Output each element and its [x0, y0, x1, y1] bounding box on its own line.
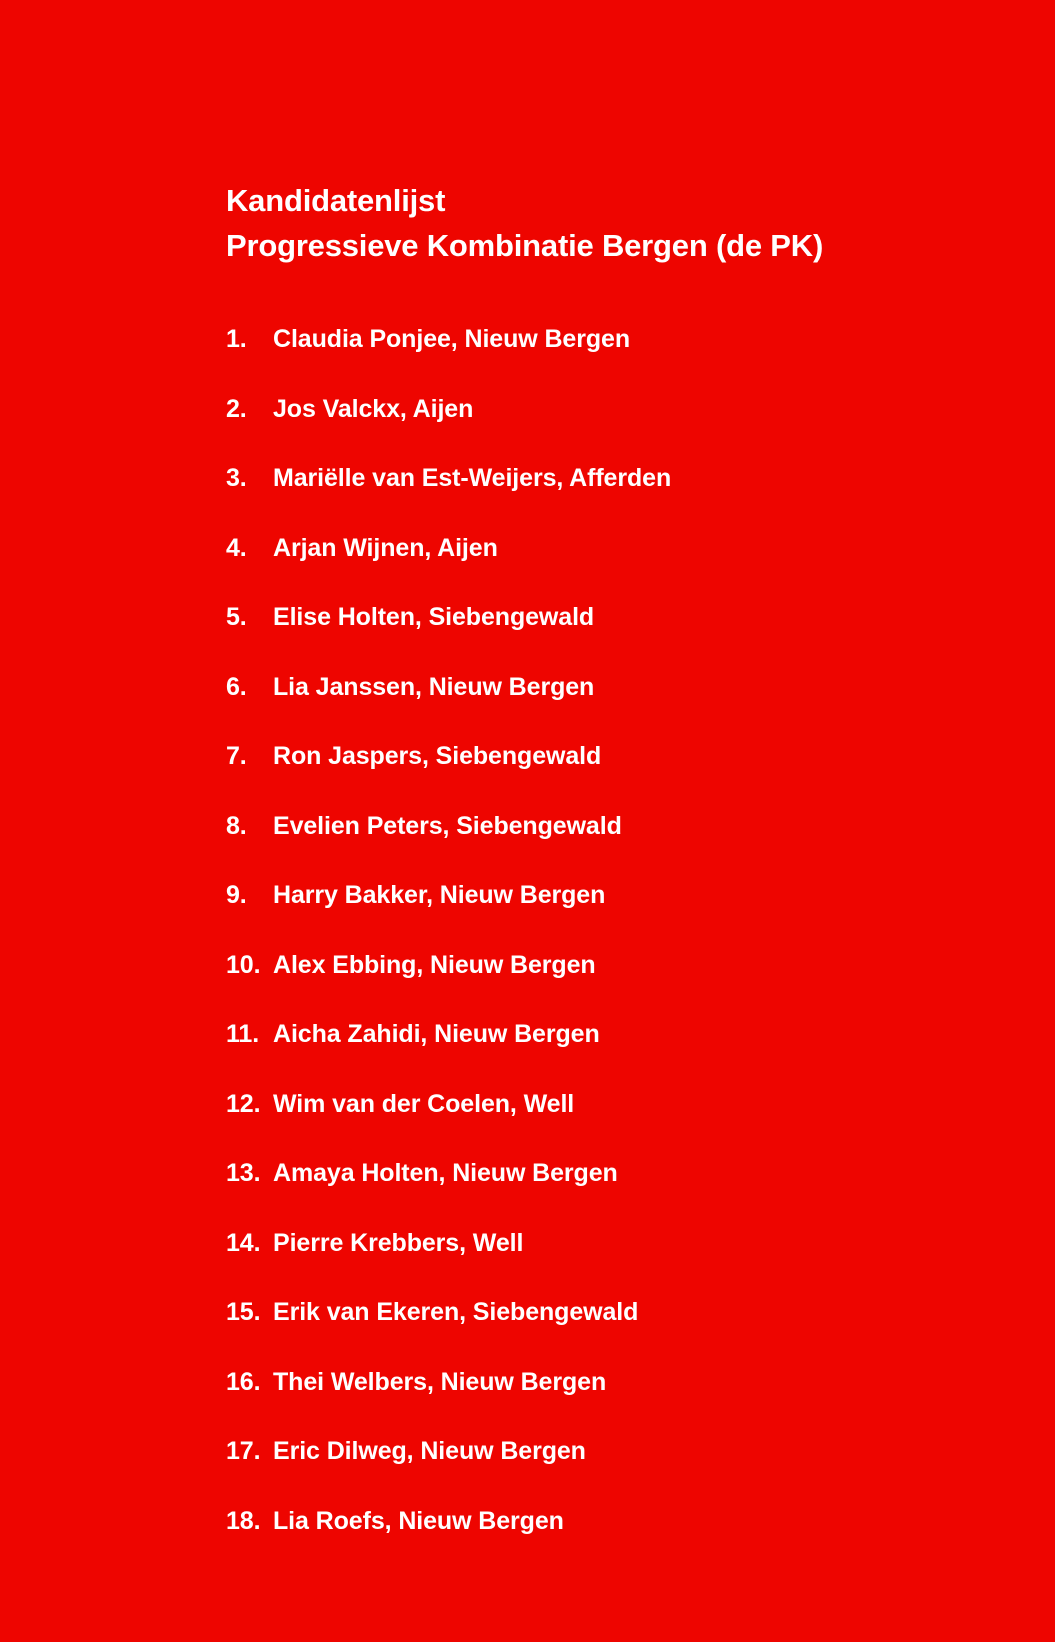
list-item	[226, 1089, 995, 1119]
candidate-number: 16.	[226, 1367, 261, 1396]
list-item	[226, 533, 995, 563]
candidate-number: 14.	[226, 1228, 261, 1257]
list-item	[226, 1506, 995, 1536]
list-item	[226, 602, 995, 632]
candidate-number: 5.	[226, 603, 247, 631]
candidate-name: Jos Valckx, Aijen	[273, 394, 474, 423]
candidate-number: 2.	[226, 394, 247, 423]
candidate-name: Lia Roefs, Nieuw Bergen	[273, 1506, 564, 1535]
page-title-line-2: Progressieve Kombinatie Bergen (de PK)	[226, 228, 824, 263]
candidate-number: 12.	[226, 1089, 261, 1118]
candidate-name: Mariëlle van Est-Weijers, Afferden	[273, 464, 672, 492]
candidate-number: 1.	[226, 325, 247, 353]
list-item	[226, 1436, 995, 1466]
list-item	[226, 1297, 995, 1327]
candidate-number: 4.	[226, 533, 247, 562]
candidate-name: Alex Ebbing, Nieuw Bergen	[273, 950, 596, 979]
candidate-name: Eric Dilweg, Nieuw Bergen	[273, 1437, 586, 1465]
candidate-number: 13.	[226, 1159, 261, 1187]
list-item	[226, 394, 995, 424]
candidate-name: Ron Jaspers, Siebengewald	[273, 742, 602, 770]
list-item	[226, 463, 995, 493]
candidate-name: Claudia Ponjee, Nieuw Bergen	[273, 325, 631, 353]
candidate-number: 3.	[226, 464, 247, 492]
candidate-name: Erik van Ekeren, Siebengewald	[273, 1298, 639, 1326]
list-item	[226, 950, 995, 980]
list-item	[226, 672, 995, 702]
candidate-number: 18.	[226, 1506, 261, 1535]
candidate-number: 17.	[226, 1437, 261, 1465]
candidate-name: Thei Welbers, Nieuw Bergen	[273, 1367, 607, 1396]
list-item	[226, 1158, 995, 1188]
candidate-name: Evelien Peters, Siebengewald	[273, 811, 622, 840]
candidate-name: Amaya Holten, Nieuw Bergen	[273, 1159, 618, 1187]
list-item	[226, 1019, 995, 1049]
list-item	[226, 324, 995, 354]
list-item	[226, 811, 995, 841]
poster-content	[226, 178, 995, 1575]
list-item	[226, 880, 995, 910]
candidate-number: 15.	[226, 1298, 261, 1326]
candidate-number: 7.	[226, 742, 247, 770]
candidate-list	[226, 324, 995, 1536]
page-title	[226, 178, 995, 268]
candidate-number: 6.	[226, 672, 247, 701]
candidate-name: Lia Janssen, Nieuw Bergen	[273, 672, 595, 701]
list-item	[226, 741, 995, 771]
page-title-line-1: Kandidatenlijst	[226, 183, 446, 218]
candidate-name: Aicha Zahidi, Nieuw Bergen	[273, 1020, 600, 1048]
candidate-name: Wim van der Coelen, Well	[273, 1089, 575, 1118]
list-item	[226, 1367, 995, 1397]
list-item	[226, 1228, 995, 1258]
candidate-name: Arjan Wijnen, Aijen	[273, 533, 498, 562]
candidate-number: 8.	[226, 811, 247, 840]
candidate-name: Harry Bakker, Nieuw Bergen	[273, 881, 606, 909]
candidate-name: Elise Holten, Siebengewald	[273, 603, 595, 631]
candidate-number: 10.	[226, 950, 261, 979]
candidate-number: 11.	[226, 1020, 260, 1048]
candidate-number: 9.	[226, 881, 247, 909]
candidate-name: Pierre Krebbers, Well	[273, 1228, 524, 1257]
